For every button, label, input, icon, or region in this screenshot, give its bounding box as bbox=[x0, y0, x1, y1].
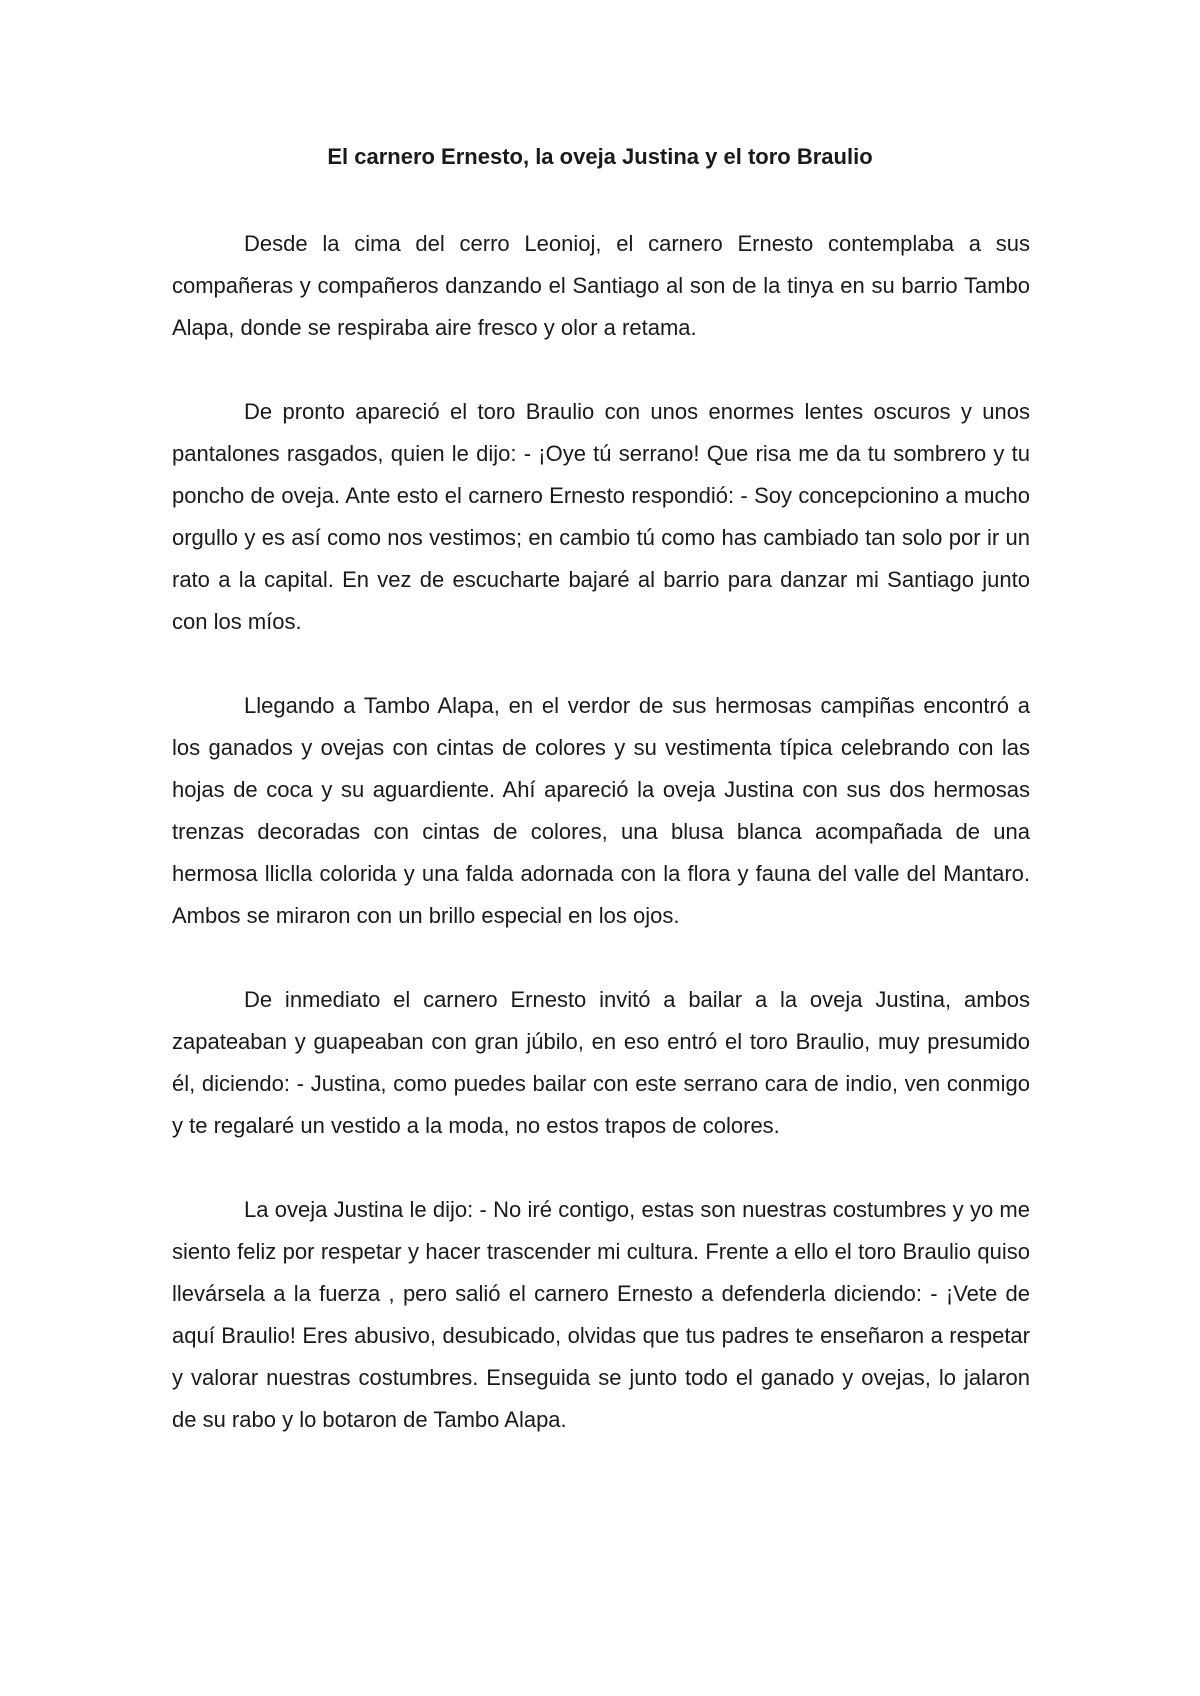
paragraph: Desde la cima del cerro Leonioj, el carnero Ernesto contemplaba a sus compañeras y compañeros danzando el Santiago al son de la tinya en su barrio Tambo Alapa, donde se respiraba aire fresco y olor a retama. bbox=[172, 231, 1030, 340]
paragraph: Llegando a Tambo Alapa, en el verdor de sus hermosas campiñas encontró a los ganados y ovejas con cintas de colores y su vestimenta típica celebrando con las hojas de coca y su aguardiente. Ahí apareció la oveja Justina con sus dos hermosas trenzas decoradas con cintas de colores, una blusa blanca acompañada de una hermosa lliclla colorida y una falda adornada con la flora y fauna del valle del Mantaro. Ambos se miraron con un brillo especial en los ojos. bbox=[172, 693, 1030, 928]
paragraph: De inmediato el carnero Ernesto invitó a bailar a la oveja Justina, ambos zapateaban y guapeaban con gran júbilo, en eso entró el toro Braulio, muy presumido él, diciendo: - Justina, como puedes bailar con este serrano cara de indio, ven conmigo y te regalaré un vestido a la moda, no estos trapos de colores. bbox=[172, 987, 1030, 1138]
document-body bbox=[172, 223, 1030, 1483]
paragraph: De pronto apareció el toro Braulio con unos enormes lentes oscuros y unos pantalones rasgados, quien le dijo: - ¡Oye tú serrano! Que risa me da tu sombrero y tu poncho de oveja. Ante esto el carnero Ernesto respondió: - Soy concepcionino a mucho orgullo y es así como nos vestimos; en cambio tú como has cambiado tan solo por ir un rato a la capital. En vez de escucharte bajaré al barrio para danzar mi Santiago junto con los míos. bbox=[172, 399, 1030, 634]
paragraph: La oveja Justina le dijo: - No iré contigo, estas son nuestras costumbres y yo me siento feliz por respetar y hacer trascender mi cultura. Frente a ello el toro Braulio quiso llevársela a la fuerza , pero salió el carnero Ernesto a defenderla diciendo: - ¡Vete de aquí Braulio! Eres abusivo, desubicado, olvidas que tus padres te enseñaron a respetar y valorar nuestras costumbres. Enseguida se junto todo el ganado y ovejas, lo jalaron de su rabo y lo botaron de Tambo Alapa. bbox=[172, 1197, 1030, 1432]
document-title: El carnero Ernesto, la oveja Justina y el toro Braulio bbox=[327, 144, 873, 169]
